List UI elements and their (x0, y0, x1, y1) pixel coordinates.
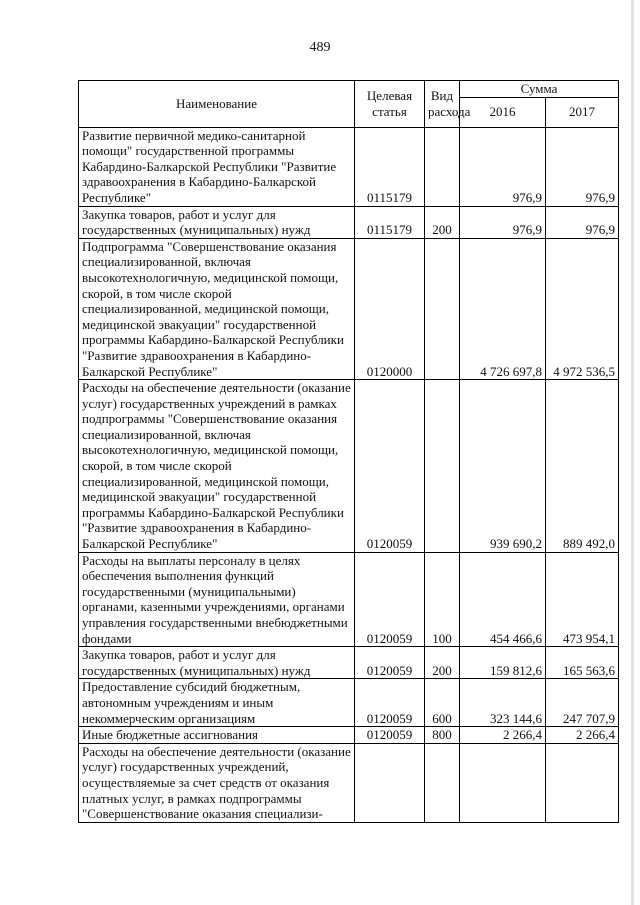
row-sum-2017: 165 563,6 (546, 647, 619, 679)
row-sum-2016 (460, 743, 546, 822)
row-expense-type (425, 743, 460, 822)
header-sum: Сумма (460, 81, 619, 98)
table-row (79, 743, 619, 822)
row-expense-type: 800 (425, 727, 460, 744)
row-expense-type: 600 (425, 679, 460, 727)
header-target: Целевая статья (355, 81, 425, 128)
table-row (79, 552, 619, 647)
row-sum-2017: 4 972 536,5 (546, 238, 619, 379)
row-sum-2016: 4 726 697,8 (460, 238, 546, 379)
table-row (79, 727, 619, 744)
row-target-code: 0115179 (355, 206, 425, 238)
table-row (79, 127, 619, 206)
row-name: Развитие первичной медико-санитарной помощи" государственной программы Кабардино-Балкарской Республики "Развитие здравоохранения в Кабардино-Балкарской Республике" (79, 127, 355, 206)
row-expense-type (425, 380, 460, 553)
header-type: Вид расхода (425, 81, 460, 128)
row-sum-2016: 323 144,6 (460, 679, 546, 727)
row-sum-2016: 939 690,2 (460, 380, 546, 553)
row-target-code: 0120059 (355, 552, 425, 647)
row-expense-type (425, 238, 460, 379)
row-target-code (355, 743, 425, 822)
row-target-code: 0120059 (355, 647, 425, 679)
row-expense-type: 200 (425, 206, 460, 238)
row-sum-2016: 159 812,6 (460, 647, 546, 679)
table-row (79, 380, 619, 553)
row-name: Закупка товаров, работ и услуг для государственных (муниципальных) нужд (79, 647, 355, 679)
table-row (79, 238, 619, 379)
header-2016: 2016 (460, 97, 546, 127)
row-sum-2016: 2 266,4 (460, 727, 546, 744)
row-target-code: 0115179 (355, 127, 425, 206)
row-sum-2016: 976,9 (460, 206, 546, 238)
row-name: Иные бюджетные ассигнования (79, 727, 355, 744)
row-name: Расходы на обеспечение деятельности (оказание услуг) государственных учреждений, осуществляемые за счет средств от оказания платных услуг, в рамках подпрограммы "Совершенствование оказания специализи- (79, 743, 355, 822)
row-sum-2017 (546, 743, 619, 822)
row-sum-2017: 2 266,4 (546, 727, 619, 744)
row-sum-2017: 976,9 (546, 206, 619, 238)
page-number: 489 (309, 40, 331, 55)
row-sum-2017: 247 707,9 (546, 679, 619, 727)
row-target-code: 0120059 (355, 727, 425, 744)
row-expense-type: 200 (425, 647, 460, 679)
row-sum-2017: 976,9 (546, 127, 619, 206)
table-header (79, 81, 619, 128)
row-expense-type (425, 127, 460, 206)
row-sum-2016: 454 466,6 (460, 552, 546, 647)
header-name: Наименование (79, 81, 355, 128)
row-target-code: 0120000 (355, 238, 425, 379)
row-sum-2017: 889 492,0 (546, 380, 619, 553)
row-target-code: 0120059 (355, 679, 425, 727)
page-edge-shadow (631, 0, 634, 905)
table-row (79, 679, 619, 727)
row-name: Расходы на обеспечение деятельности (оказание услуг) государственных учреждений в рамках подпрограммы "Совершенствование оказания специализированной, включая высокотехнологичную, медицинской помощи, скорой, в том числе скорой специализированной, медицинской помощи, медицинской эвакуации" государственной программы Кабардино-Балкарской Республики "Развитие здравоохранения в Кабардино-Балкарской Республике" (79, 380, 355, 553)
row-name: Подпрограмма "Совершенствование оказания специализированной, включая высокотехнологичную, медицинской помощи, скорой, в том числе скорой специализированной, медицинской помощи, медицинской эвакуации" государственной программы Кабардино-Балкарской Республики "Развитие здравоохранения в Кабардино-Балкарской Республике" (79, 238, 355, 379)
row-target-code: 0120059 (355, 380, 425, 553)
row-name: Предоставление субсидий бюджетным, автономным учреждениям и иным некоммерческим организациям (79, 679, 355, 727)
row-name: Расходы на выплаты персоналу в целях обеспечения выполнения функций государственными (муниципальными) органами, казенными учреждениями, органами управления государственными внебюджетными фондами (79, 552, 355, 647)
header-2017: 2017 (546, 97, 619, 127)
table-body (79, 127, 619, 822)
budget-table (78, 80, 619, 823)
row-sum-2016: 976,9 (460, 127, 546, 206)
row-expense-type: 100 (425, 552, 460, 647)
table-row (79, 206, 619, 238)
row-sum-2017: 473 954,1 (546, 552, 619, 647)
table-row (79, 647, 619, 679)
row-name: Закупка товаров, работ и услуг для государственных (муниципальных) нужд (79, 206, 355, 238)
